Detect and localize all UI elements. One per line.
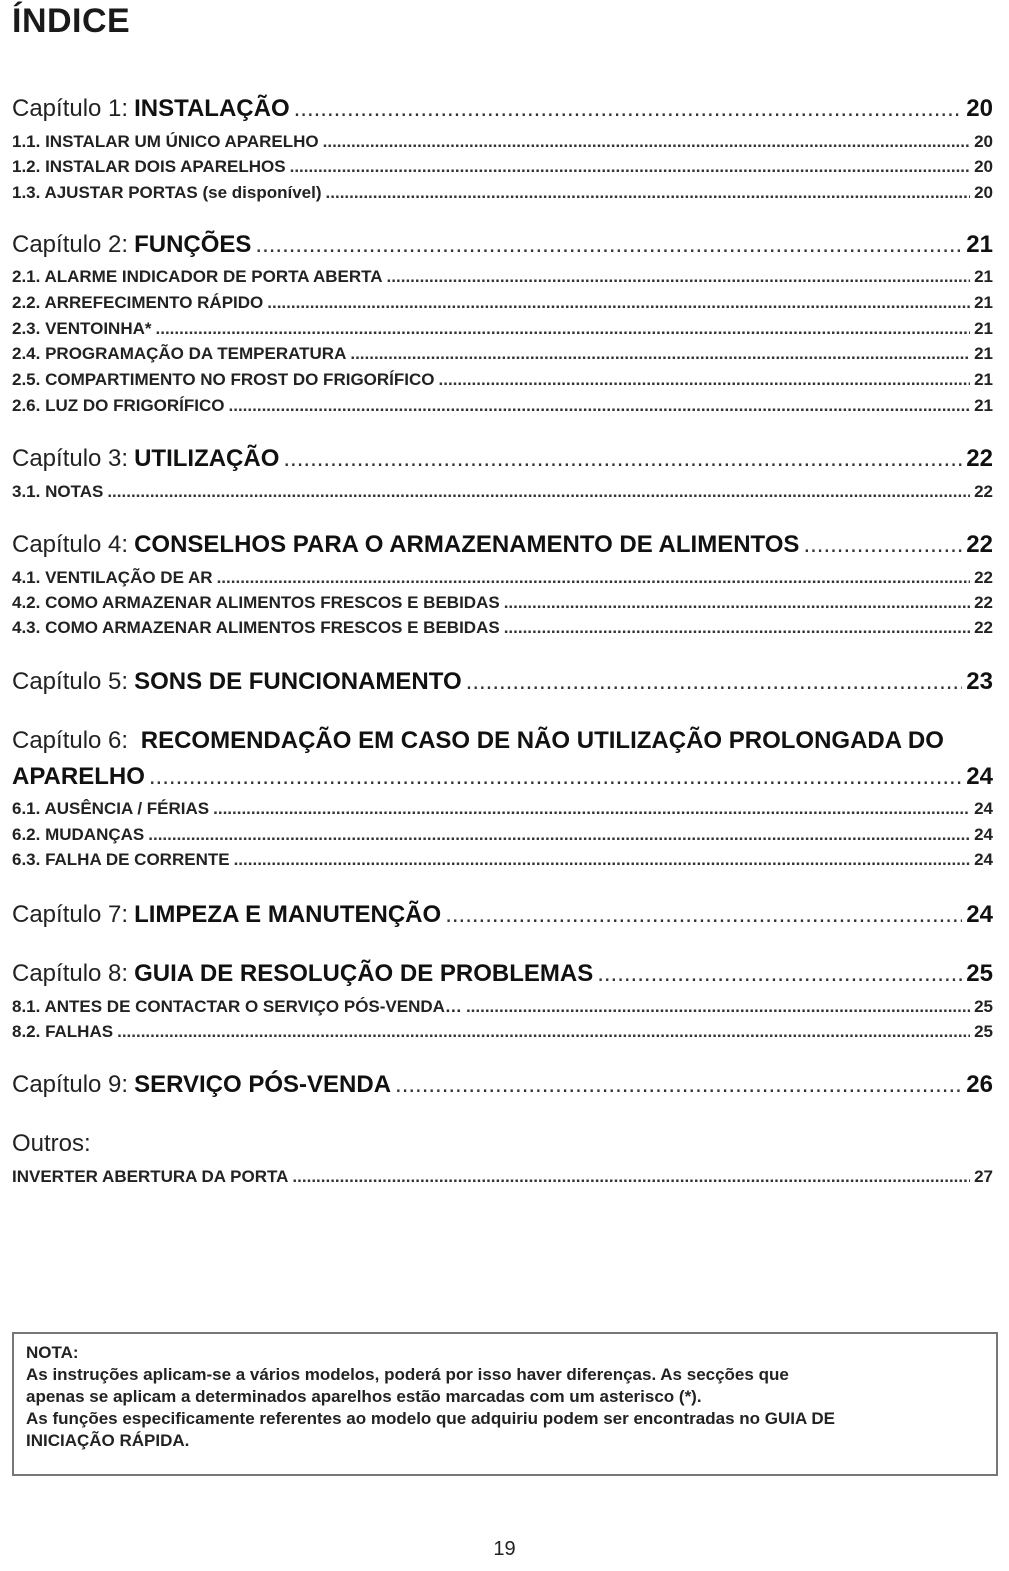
- dot-leader: [597, 959, 962, 989]
- chapter-title: SONS DE FUNCIONAMENTO: [134, 668, 462, 695]
- item-title: 1.1. INSTALAR UM ÚNICO APARELHO: [12, 132, 319, 151]
- chapter-label: Capítulo 3:: [12, 445, 129, 472]
- chapter-title: UTILIZAÇÃO: [134, 445, 280, 472]
- item-page: 20: [974, 132, 993, 151]
- chapter-title-continued: APARELHO: [12, 763, 145, 790]
- item-page: 24: [974, 850, 993, 869]
- toc-item-8-1[interactable]: [12, 996, 993, 1018]
- item-title: 2.3. VENTOINHA*: [12, 319, 152, 338]
- note-line-1: As instruções aplicam-se a vários modelos, poderá por isso haver diferenças. As secções que: [26, 1365, 789, 1384]
- others-label: Outros:: [12, 1130, 91, 1157]
- toc-chapter-5[interactable]: [12, 667, 993, 697]
- dot-leader: [387, 266, 971, 288]
- dot-leader: [466, 996, 970, 1018]
- dot-leader: [217, 567, 971, 589]
- chapter-title: GUIA DE RESOLUÇÃO DE PROBLEMAS: [134, 960, 594, 987]
- item-page: 21: [974, 396, 993, 415]
- toc-item-1-2[interactable]: [12, 156, 993, 178]
- chapter-label: Capítulo 9:: [12, 1071, 129, 1098]
- item-title: 4.2. COMO ARMAZENAR ALIMENTOS FRESCOS E BEBIDAS: [12, 593, 500, 612]
- toc-chapter-1[interactable]: [12, 94, 993, 124]
- item-title: 2.4. PROGRAMAÇÃO DA TEMPERATURA: [12, 344, 347, 363]
- dot-leader: [466, 667, 963, 697]
- toc-item-6-1[interactable]: [12, 798, 993, 820]
- toc-item-4-2[interactable]: [12, 592, 993, 614]
- item-title: 8.2. FALHAS: [12, 1022, 114, 1041]
- chapter-page: 22: [966, 445, 993, 472]
- item-title: 6.1. AUSÊNCIA / FÉRIAS: [12, 799, 210, 818]
- toc-chapter-4[interactable]: [12, 530, 993, 560]
- item-title: 2.2. ARREFECIMENTO RÁPIDO: [12, 293, 264, 312]
- chapter-page: 24: [966, 901, 993, 928]
- item-title: 2.5. COMPARTIMENTO NO FROST DO FRIGORÍFICO: [12, 370, 435, 389]
- page-title: ÍNDICE: [12, 2, 131, 40]
- dot-leader: [294, 94, 963, 124]
- item-page: 21: [974, 344, 993, 363]
- item-title: 6.2. MUDANÇAS: [12, 825, 145, 844]
- item-page: 22: [974, 568, 993, 587]
- dot-leader: [149, 762, 962, 792]
- dot-leader: [107, 481, 970, 503]
- toc-chapter-3[interactable]: [12, 444, 993, 474]
- item-page: 25: [974, 997, 993, 1016]
- item-title: 6.3. FALHA DE CORRENTE: [12, 850, 230, 869]
- toc-item-1-3[interactable]: [12, 182, 993, 204]
- toc-item-2-2[interactable]: [12, 292, 993, 314]
- toc-item-others-1[interactable]: [12, 1166, 993, 1188]
- toc-chapter-6-line-1[interactable]: [12, 726, 944, 756]
- dot-leader: [504, 592, 970, 614]
- dot-leader: [350, 343, 970, 365]
- chapter-label: Capítulo 4:: [12, 531, 129, 558]
- dot-leader: [326, 182, 971, 204]
- dot-leader: [292, 1166, 970, 1188]
- chapter-page: 25: [966, 960, 993, 987]
- dot-leader: [395, 1070, 962, 1100]
- dot-leader: [283, 444, 962, 474]
- dot-leader: [267, 292, 970, 314]
- toc-item-8-2[interactable]: [12, 1021, 993, 1043]
- dot-leader: [213, 798, 970, 820]
- dot-leader: [290, 156, 970, 178]
- chapter-label: Capítulo 6:: [12, 727, 129, 754]
- item-title: 1.3. AJUSTAR PORTAS (se disponível): [12, 183, 322, 202]
- item-page: 25: [974, 1022, 993, 1041]
- item-title: 8.1. ANTES DE CONTACTAR O SERVIÇO PÓS-VENDA…: [12, 997, 462, 1016]
- toc-item-2-6[interactable]: [12, 395, 993, 417]
- item-title: 2.6. LUZ DO FRIGORÍFICO: [12, 396, 225, 415]
- chapter-title: INSTALAÇÃO: [134, 95, 290, 122]
- note-box: [12, 1332, 998, 1476]
- chapter-page: 21: [966, 231, 993, 258]
- dot-leader: [323, 131, 970, 153]
- toc-chapter-7[interactable]: [12, 900, 993, 930]
- item-page: 21: [974, 370, 993, 389]
- item-page: 22: [974, 618, 993, 637]
- item-page: 21: [974, 293, 993, 312]
- item-page: 20: [974, 157, 993, 176]
- chapter-label: Capítulo 5:: [12, 668, 129, 695]
- chapter-title: CONSELHOS PARA O ARMAZENAMENTO DE ALIMENTOS: [134, 531, 800, 558]
- item-page: 20: [974, 183, 993, 202]
- toc-item-3-1[interactable]: [12, 481, 993, 503]
- note-line-4: INICIAÇÃO RÁPIDA.: [26, 1431, 190, 1450]
- item-page: 22: [974, 482, 993, 501]
- dot-leader: [156, 318, 971, 340]
- chapter-label: Capítulo 7:: [12, 901, 129, 928]
- item-title: 4.1. VENTILAÇÃO DE AR: [12, 568, 213, 587]
- dot-leader: [445, 900, 962, 930]
- item-page: 21: [974, 319, 993, 338]
- note-line-3: As funções especificamente referentes ao modelo que adquiriu podem ser encontradas no GUIA DE: [26, 1409, 835, 1428]
- item-title: 1.2. INSTALAR DOIS APARELHOS: [12, 157, 286, 176]
- dot-leader: [255, 230, 962, 260]
- toc-chapter-6-line-2[interactable]: [12, 762, 993, 792]
- toc-item-2-5[interactable]: [12, 369, 993, 391]
- dot-leader: [439, 369, 971, 391]
- toc-item-6-2[interactable]: [12, 824, 993, 846]
- item-title: 2.1. ALARME INDICADOR DE PORTA ABERTA: [12, 267, 383, 286]
- item-title: INVERTER ABERTURA DA PORTA: [12, 1167, 289, 1186]
- chapter-title: SERVIÇO PÓS-VENDA: [134, 1071, 392, 1098]
- item-page: 27: [974, 1167, 993, 1186]
- toc-item-2-4[interactable]: [12, 343, 993, 365]
- chapter-page: 22: [966, 531, 993, 558]
- chapter-title: LIMPEZA E MANUTENÇÃO: [134, 901, 442, 928]
- chapter-page: 24: [966, 763, 993, 790]
- toc-chapter-8[interactable]: [12, 959, 993, 989]
- toc-item-2-3[interactable]: [12, 318, 993, 340]
- toc-item-4-3[interactable]: [12, 617, 993, 639]
- chapter-label: Capítulo 8:: [12, 960, 129, 987]
- note-heading: NOTA:: [26, 1343, 79, 1362]
- dot-leader: [803, 530, 962, 560]
- chapter-label: Capítulo 2:: [12, 231, 129, 258]
- item-page: 21: [974, 267, 993, 286]
- toc-item-4-1[interactable]: [12, 567, 993, 589]
- note-line-2: apenas se aplicam a determinados aparelhos estão marcadas com um asterisco (*).: [26, 1387, 702, 1406]
- item-page: 22: [974, 593, 993, 612]
- chapter-page: 23: [966, 668, 993, 695]
- page-number: 19: [493, 1538, 516, 1560]
- chapter-title: FUNÇÕES: [134, 231, 252, 258]
- toc-item-6-3[interactable]: [12, 849, 993, 871]
- item-page: 24: [974, 799, 993, 818]
- dot-leader: [229, 395, 971, 417]
- dot-leader: [234, 849, 971, 871]
- item-title: 4.3. COMO ARMAZENAR ALIMENTOS FRESCOS E BEBIDAS: [12, 618, 500, 637]
- item-page: 24: [974, 825, 993, 844]
- toc-item-2-1[interactable]: [12, 266, 993, 288]
- chapter-title: RECOMENDAÇÃO EM CASO DE NÃO UTILIZAÇÃO PROLONGADA DO: [140, 727, 944, 754]
- dot-leader: [504, 617, 970, 639]
- toc-chapter-9[interactable]: [12, 1070, 993, 1100]
- item-title: 3.1. NOTAS: [12, 482, 104, 501]
- dot-leader: [148, 824, 970, 846]
- toc-item-1-1[interactable]: [12, 131, 993, 153]
- chapter-label: Capítulo 1:: [12, 95, 129, 122]
- toc-chapter-2[interactable]: [12, 230, 993, 260]
- chapter-page: 26: [966, 1071, 993, 1098]
- dot-leader: [117, 1021, 970, 1043]
- chapter-page: 20: [966, 95, 993, 122]
